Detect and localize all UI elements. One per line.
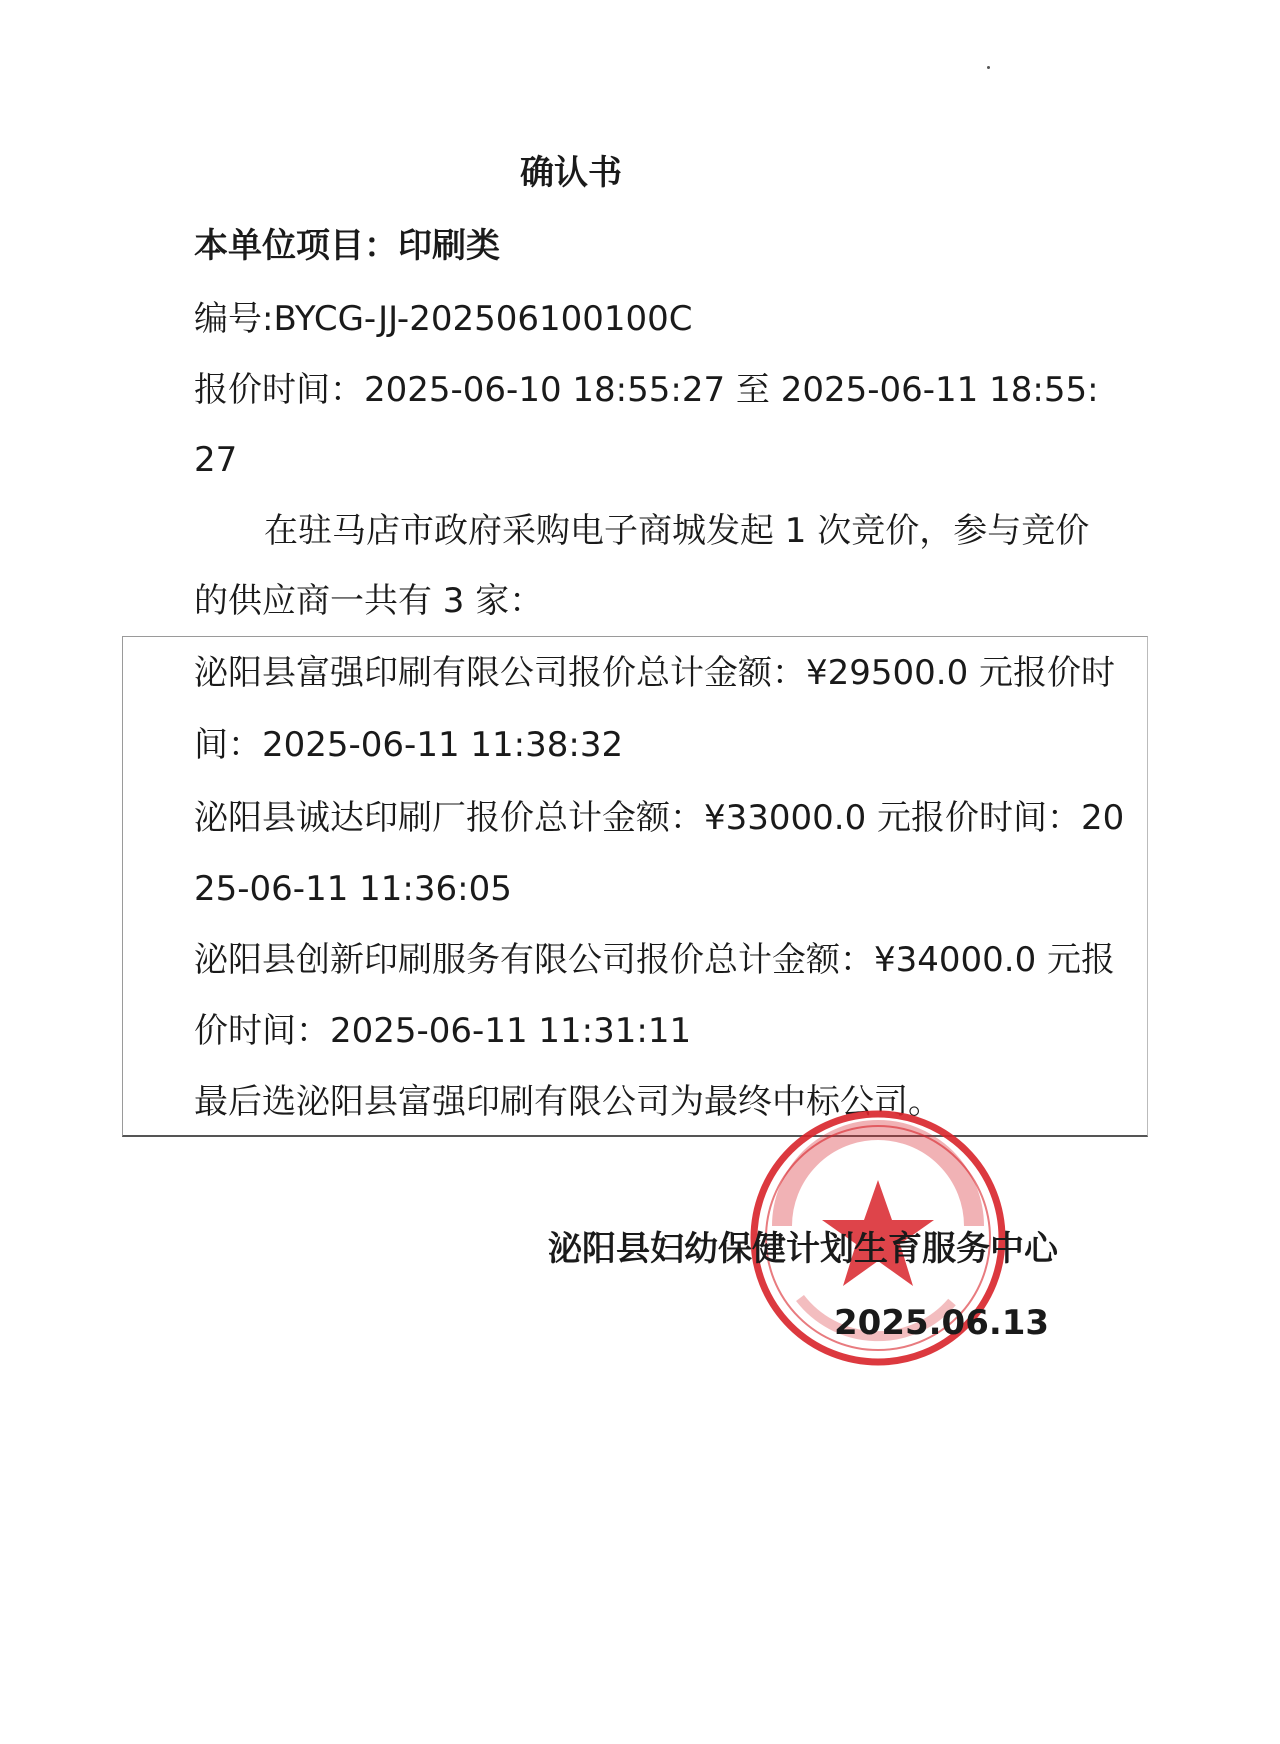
number-line: 编号:BYCG-JJ-202506100100C (194, 299, 693, 339)
quote-time-line-2: 27 (194, 440, 238, 480)
scan-speck (987, 66, 990, 69)
project-line: 本单位项目：印刷类 (194, 226, 500, 266)
bid-2-line-2: 25-06-11 11:36:05 (194, 869, 512, 909)
signing-date: 2025.06.13 (834, 1303, 1050, 1343)
intro-line-2: 的供应商一共有 3 家： (194, 581, 544, 621)
bid-1-line-1: 泌阳县富强印刷有限公司报价总计金额：¥29500.0 元报价时 (194, 653, 1116, 693)
quote-time-line-1: 报价时间：2025-06-10 18:55:27 至 2025-06-11 18:55: (194, 370, 1099, 410)
bid-1-line-2: 间：2025-06-11 11:38:32 (194, 725, 624, 765)
bid-2-line-1: 泌阳县诚达印刷厂报价总计金额：¥33000.0 元报价时间：20 (194, 798, 1125, 838)
document-title: 确认书 (520, 153, 622, 193)
bid-3-line-2: 价时间：2025-06-11 11:31:11 (194, 1011, 692, 1051)
intro-line-1: 在驻马店市政府采购电子商城发起 1 次竞价，参与竞价 (264, 511, 1090, 551)
signatory-name: 泌阳县妇幼保健计划生育服务中心 (548, 1229, 1058, 1269)
bid-3-line-1: 泌阳县创新印刷服务有限公司报价总计金额：¥34000.0 元报 (194, 940, 1116, 980)
conclusion-line: 最后选泌阳县富强印刷有限公司为最终中标公司。 (194, 1082, 942, 1122)
